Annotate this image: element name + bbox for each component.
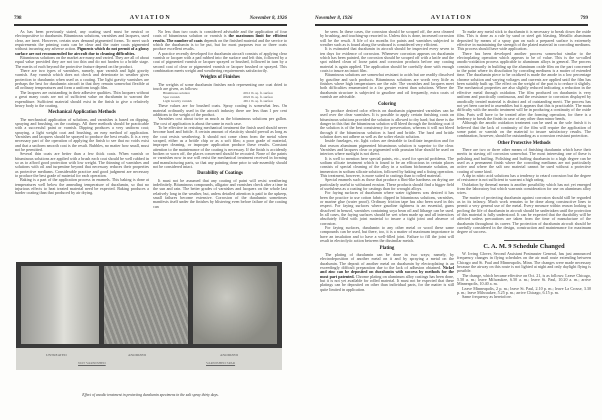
page-header	[315, 15, 588, 23]
paragraph: Varnishes cost about twice as much as the bituminous solutions per gallon. The cost of application is about the same in each case.	[153, 116, 287, 126]
magazine-title: AVIATION	[430, 15, 473, 21]
paragraph: The change, which became effective on Oct. 21, is as follows: Leave Chicago, 5.50 a. m.; leave Milwaukee, 6.50 a. m.; leave St. Paul, 10.20 a. m.; arrive Minneapolis, 10.40 a. m.	[457, 272, 591, 287]
column-2	[457, 30, 591, 396]
section-heading: Plating	[379, 245, 395, 251]
issue-date: November 8, 1926	[249, 16, 287, 21]
paragraph: W. Irving Glover, Second Assistant Postmaster General, has just announced frequency changes in flying schedules on the air mail route extending between Chicago and St. Paul and Minneapolis, Minn. The changes were made necessary because the airway on this route is not lighted at night and only daylight flying is possible.	[457, 250, 591, 274]
paragraph: These values are for brushed coats. Spray coating is somewhat less. On material ordinarily used in the aircraft industry there are less than 1 per cent additions to the weight of the product.	[153, 103, 287, 117]
paragraph: A practice recently developed for duralumin aircraft consists of applying clear varnish or lacquer with a pad rubbed into the surface and left thin, followed by a coat of pigmented varnish or lacquer sprayed or brushed, followed in turn by a second coat of clear or pigmented varnish or lacquer brushed or sprayed. This combination meets weight and weathering requirements satisfactorily.	[153, 50, 287, 74]
paragraph: Several thin coats are better than a few thick coats. When varnish or bituminous solutions are applied with a brush each coat should be well rubbed in so as to afford good protection with low weight. The thinning of varnishes and solutions with oil and turpentine beyond that necessary reduces their properties as protective mediums. Considerable practice and good judgment are necessary to produce the best grade of material for each operation.	[15, 151, 149, 178]
section-heading: Mechanical Application Methods	[48, 110, 116, 116]
section-heading: Other Protective Methods	[497, 140, 551, 146]
paragraph: Leave Minneapolis, 2 p. m.; leave St. Paul, 2.10 p. m.; leave La Crosse, 3.30 p. m.; leave Milwaukee, 5.25 p. m.; arrive Chicago, 6.15 p. m.	[457, 285, 591, 296]
paragraph: Inside fuselages, etc. light colors are desirable to facilitate inspection and for that reason aluminum pigmented bituminous solution is superior to the clear. Varnishes and lacquers clear or pigmented with prussian blue should be used on interiors where sunlight is not direct.	[320, 138, 454, 157]
figure-sublabel: NOT VARNISHED	[78, 361, 106, 365]
paragraph: Special enamels such as those that produce a flint-like hardness on drying are particularly useful to withstand erosion. These products should find a bigger field of usefulness as a coating for castings than for wrought alloys.	[320, 177, 454, 192]
paragraph: A dip in nitric acid solutions has a tendency to retard corrosion but the degree of resistance is not sufficient to warrant a high rating.	[457, 173, 591, 183]
paragraph: be seen. In these cases, the corrosion should be scraped off, the area cleaned by brushing, and touching-up resorted to. Unless this is done, increased corrosion will be the result. A life of six months for paints and varnishes subjected to weather such as is found along the seaboard is considered very efficient.	[320, 30, 454, 48]
page-number: 799	[580, 16, 588, 21]
paragraph: For faying surfaces of duralumin where water tightness was desired it has been the practice to use cotton fabric dipped in bituminous solutions, varnishes, or marine glue (water proof). Ordinary friction tape has also been used in this respect. For faying surfaces where gasoline tightness is an essential, gums dissolved in benzol, varnishes containing soya bean oil and litharge can be used. In all cases, the faying surfaces should be wet when made up and all interstices absolutely filled with joint material to insure a tight joint and absence of corrosion.	[320, 190, 454, 226]
cell: .0012 lb. sq. ft. surface	[242, 91, 273, 96]
bold-text: Nickel and zinc can be deposited on duralumin with success by methods for the most part patented.	[320, 264, 454, 279]
bold-text: Pigments which do not permit of a glossy surface are not recommended for aircraft due to cleaning difficulties.	[15, 46, 149, 56]
paragraph	[320, 253, 454, 292]
section-heading: Coloring	[377, 101, 397, 107]
figure-label: ANODIZED	[128, 353, 147, 357]
right-page	[301, 0, 602, 420]
section-divider	[504, 240, 544, 241]
paragraph: The weights of some duralumin finishes each representing one coat dried to touch are given, as follows:	[153, 81, 287, 92]
photo-anodized-1	[104, 266, 188, 344]
paragraph: To be effective in resisting mechanical treatment the finish used should never become hard and brittle. A certain amount of elasticity should prevail as long as the coat resists weathering. It should not come clean from the metal when scraped, either as a brittle chip or as a soft film; a poor grade of material, improper cleaning, or improper application produce these results. Constant attention to the maintenance of the coating is necessary. If the finish is accidently broken or worn off, the places concerned should be recoated. None of the paints or varnishes now in use will resist the mechanical treatment received in forming and manufacturing parts, so that any painting done prior to sub-assembly should not be considered intact.	[153, 124, 287, 170]
paragraph: The matter of protecting duralumin against corrosion should still be regarded as in its infancy. Much work remains to be done along constructive lines to permit a very general use of the metal. Every measure within reason looking to prolong the life of duralumin in aircraft should be undertaken until the protection of this material is fully understood. It can be expected that the durability will be affected unless precautions are taken from the time of manufacture of the duralumin throughout its career. The protection of duralumin aircraft should be carefully considered in the design, construction and maintenance for maximum degree of success.	[457, 194, 591, 235]
magazine-title: AVIATION	[129, 15, 172, 21]
cell: Spar varnish	[163, 95, 180, 100]
paragraph: Although the anodic oxidation treatment can be used as the sole finish it is believed that the lack of continuity of the film will require the application of some paint or varnish on the material to insure satisfactory results. The combination, however, should be outstanding as a corrosion resistant protection.	[457, 120, 591, 139]
page-header	[14, 15, 287, 23]
page-number: 798	[14, 16, 22, 21]
column-1	[15, 30, 149, 258]
photo-anodized-2	[193, 266, 277, 344]
column-1	[320, 30, 454, 396]
text: As has been previously stated, any coating used must be neutral or electropositive to duralumin. Bituminous solutions, varnishes and lacquers, used clear, are inert. However, certain uses demand pigmented forms. To meet such requirements the priming coats can be clear and the outer coats pigmented without incurring any adverse action.	[15, 30, 149, 52]
paragraph: To make any metal stick to duralumin it is necessary to break down the oxide film. This is done as a rule by sand or steel grit blasting. Metallic aluminum deposited by means of a spray gun on such a prepared surface is extremely effective in maintaining the strength of the plated material in corroding mediums. This process should have wide application.	[457, 30, 591, 52]
article-heading: C. A. M. 9 Schedule Changed	[483, 242, 565, 250]
figure-caption: Effect of anodic treatment in protecting duralumin specimens in the salt spray thirty days.	[82, 393, 219, 397]
paragraph: There has been developed another process somewhat similar to the electroplating operation which appears to be of value. This is the so-called anodic-oxidation process applicable to aluminum alloys in general. The process consists primarily in building up the aluminum oxide film on the part concerned to the point where its dissolution by corroding mediums is a matter of extended time. The duralumin piece to be oxidized is made the anode in a low percentage chrome solution and varying voltages and currents are applied until the film has been suitably built up. The effect on the weight of the part is to reduce it slightly. The mechanical properties are also slightly reduced indicating a reduction in the effective metal through oxidation. The film produced on duralumin is very uniform and practically continuous, and the resistance to corrosion displayed by anodically treated material is distinct and of outstanding merit. The process has not yet been carried to assemblies but it appears that this is practicable. The main difficulty with the anodic treatment will be in producing a continuity of the oxide film. Parts will have to be treated after the forming operation, for there is a tendency to break the finish in case of any other than minor bends.	[457, 50, 591, 121]
bold-text: the maximum limit for efficient results. The number of coats	[153, 33, 287, 43]
text: No less than two coats is considered advisable and the application of four coats of bituminous solution or varnish is	[153, 30, 287, 39]
cell: .0022 lb. sq. ft. surface	[242, 95, 273, 100]
paragraph: Oxidation by thermal means is another possibility which has not yet emerged from the laboratory but which warrants consideration for use on aluminum alloy wires.	[457, 181, 591, 196]
paragraph: The lacquers are outstanding in their adhesive qualities. Thin lacquers without a great many coats are not of sufficient value on duralumin to warrant the expenditure. Sufficient material should exist in the finish to give a relatively heavy body to the coating.	[15, 89, 149, 108]
section-heading: Durability of Coatings	[197, 171, 243, 177]
paragraph: It is well to mention here special paints, etc., used for special problems. The sodium silicate treatment which is found to be an efficacious in certain places consists of special cleaning of the alloy in a sodium bichromate solution, an immersion in sodium silicate solution, followed by baking and a fixing operation. This treatment, however, is more suited to castings than to rolled material.	[320, 155, 454, 178]
figure-sublabel: VARNISHED SPAR	[206, 361, 236, 365]
issue-date: November 8, 1926	[315, 16, 353, 21]
text: The plating of duralumin can be done in two ways; namely, by electrodeposition of another metal on it and by spraying a metal on the duralumin. The deposit of another metal on duralumin by electroplating is an exceedingly difficult preparation due to the lack of adhesion obtained.	[320, 251, 454, 270]
paragraph: Same frequency as heretofore.	[462, 294, 512, 300]
column-2	[153, 30, 287, 258]
section-heading: Weights of Finishes	[200, 75, 240, 81]
cell: .0011 lb. sq. ft. surface	[242, 98, 273, 103]
text: Chrome plating on aluminum alloy castings has been done, but it is not yet available for rolled material. It must not be expected that these platings can be deposited on other than individual parts, for the matter is still quite limited in application.	[320, 273, 454, 292]
paragraph	[153, 30, 287, 52]
figure-label-strip	[16, 348, 282, 370]
paragraph: It is estimated that duralumin in aircraft should be inspected every seven to ten days for evidence of corrosion. Whenever corrosion appears on duralumin which has been painted, the corrosion should be scraped off with a knife and the spot rubbed clean of loose paint and corrosion products before any coating material is again applied. The application should be carefully done with enough coats to insure an intact film.	[320, 46, 454, 74]
paragraph: The mechanical application of solutions, and varnishes is based on dipping, spraying and brushing, on the coatings. All three methods should be practicable with a successful paint or varnish. Dipping produces a very uniform coat; spraying, a light weight coat and brushing, an easy method of application. Varnishes and lacquers should be sprayed to produce the best results. It is a very necessary part of the operation of applying the finish to see that no voids exist and that a uniform smooth coat is the result. Bubbles, no matter how small, must not be permitted.	[15, 116, 149, 152]
cell: Bituminous solution	[163, 91, 190, 96]
photo-untreated	[21, 266, 99, 344]
specimen-photo-figure	[16, 262, 282, 370]
figure-label: ANODIZED	[220, 353, 239, 357]
paragraph	[15, 30, 149, 56]
header-rule	[14, 24, 287, 26]
figure-label: UNTREATED	[46, 353, 67, 357]
cell: Light Gravity varnish	[163, 98, 192, 103]
paragraph: Bituminous solutions on the market are many and varied. They are all of about equal value provided they are not too thin and do not harden to a brittle stage. The merits of each beyond the protective feature depend on the product.	[15, 55, 149, 69]
header-rule	[315, 24, 588, 26]
paragraph: For faying surfaces, duralumin to any other metal or wood these same compounds can be used, but there, too, it is a matter of maximum importance to have an insulation and to have a well-filled joint. Failure to fill the joint will result in electrolytic action between the dissimilar metals.	[320, 225, 454, 244]
paragraph: To produce desired color effects on duralumin pigmented varnishes can be used over the clear varnishes. It is possible to apply certain finishing coats on bituminous solutions provided the solution is allowed to dry hard; but there is the danger in this that the bituminous solution will bleed through the finishing coat if the solution is of the best consistency for preservation, whereas it will not bleed through if the bituminous solution is hard and brittle. The hard and brittle solution does not adhere as well as the softer elastic solution.	[320, 107, 454, 139]
paragraph: There are two types of varnishes, namely, spar varnish and light gravity varnish. Any varnish which does not check and deteriorate in weather gives protection to duralumin when used as a coating. The light gravity varnishes are perhaps the best for duralumin aircraft in that they remain somewhat flexible at all ordinary temperatures and form a uniform tough film.	[15, 68, 149, 91]
paragraph: Bituminous solutions are somewhat resistant to acids but are readily dissolved by gasoline and such products. Bituminous solutions are worth very little as finishes where high temperatures are the rule. The varnishes and lacquers meet both difficulties enumerated to a far greater extent than solutions. Where the duralumin structure is subjected to gasoline and oil frequently, extra coats of varnish are advisable.	[320, 72, 454, 100]
paragraph: There are two or three other means of finishing duralumin which have their merits in staving off corrosion somewhat. The most interesting one of these is polishing and buffing. Polishing and buffing duralumin to a high degree can be used as a permanent finish where the corroding mediums are not particularly active and where the salt raw material cannot be used without a protective coating of some kind.	[457, 146, 591, 174]
text: depends on the finished material and the service to which the duralumin is to be put, but for most purposes two or three coats produce excellent results.	[153, 37, 287, 52]
paragraph: Baking is a part of the application process in enamels. This baking is done at temperatures well below the annealing temperature of duralumin, so that no injurious effects to heat treated material need be expected. Baking produces a harder coating than that produced by air drying.	[15, 177, 149, 196]
weights-table	[163, 92, 287, 103]
paragraph: It must not be assumed that any coating of paint will resist weathering indefinitely. Bituminous compounds, alligator and varnishes check after a time in the sun and rain. The better grades of varnishes and lacquers on the whole last relatively long in the weather, but, unless detailed attention is paid to the upkeep, small failures become extensive. Corrosion of the duralumin sometimes manifests itself under the finishes by blistering even before failure of the coating can	[153, 177, 287, 209]
